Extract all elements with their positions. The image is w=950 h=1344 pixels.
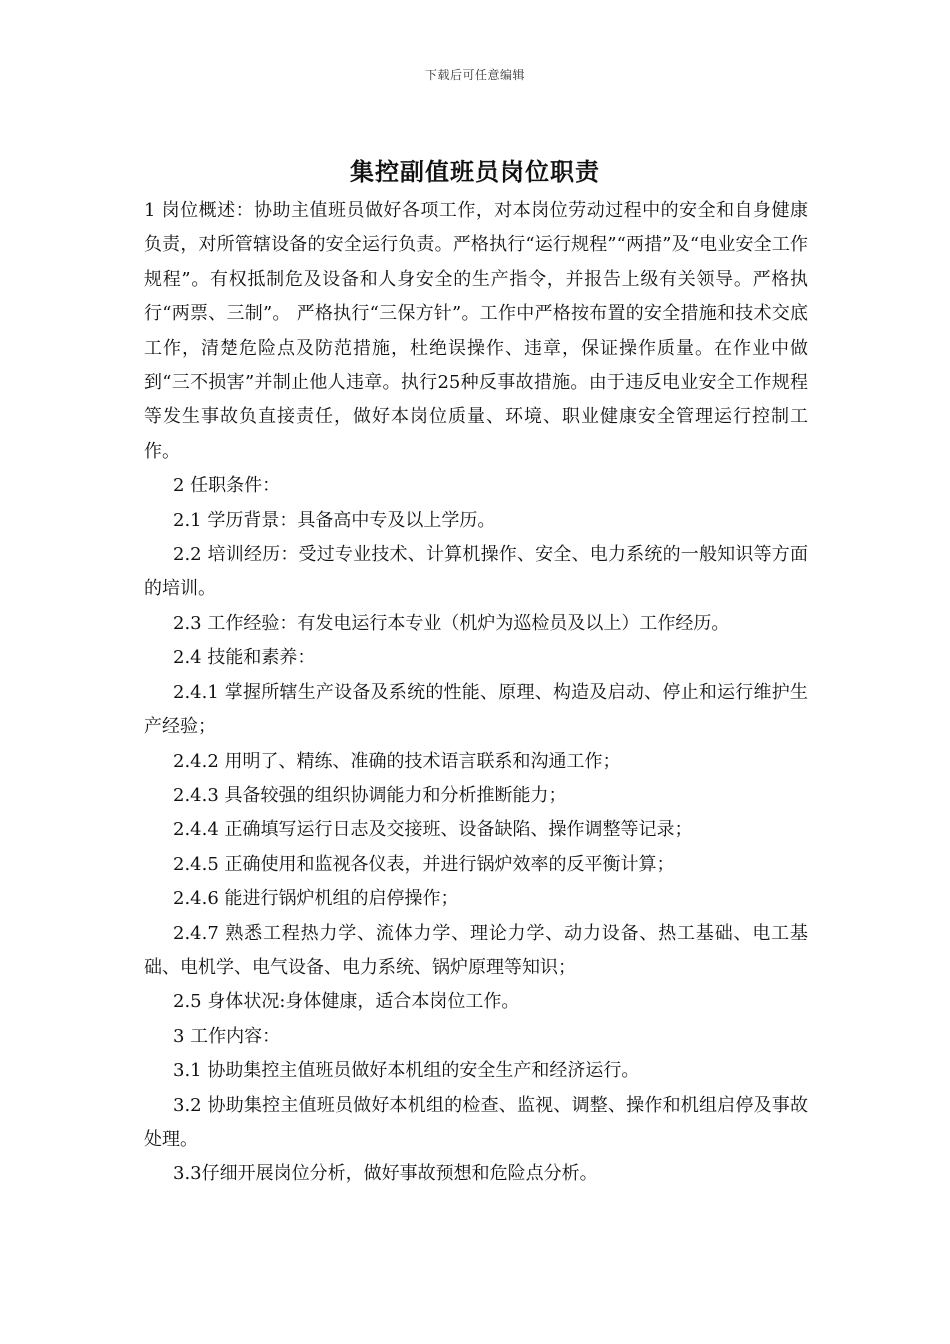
paragraph: 2.4.2 用明了、精练、准确的技术语言联系和沟通工作； [173, 750, 621, 772]
paragraph: 3 工作内容： [173, 1025, 281, 1047]
paragraph: 3.3仔细开展岗位分析，做好事故预想和危险点分析。 [173, 1163, 598, 1185]
paragraph: 2.4.7 熟悉工程热力学、流体力学、理论力学、动力设备、热工基础、电工基础、电机学、电气设备、电力系统、锅炉原理等知识； [144, 922, 808, 978]
paragraph-overview: 1 岗位概述：协助主值班员做好各项工作，对本岗位劳动过程中的安全和自身健康负责，对所管辖设备的安全运行负责。严格执行“运行规程”“两措”及“电业安全工作规程”。有权抵制危及设备和人身安全的生产指令，并报告上级有关领导。严格执行“两票、三制”。 严格执行“三保方针”。工作中严格按布置的安全措施和技术交底工作，清楚危险点及防范措施，杜绝误操作、违章，保证操作质量。在作业中做到“三不损害”并制止他人违章。执行25种反事故措施。由于违反电业安全工作规程等发生事故负直接责任，做好本岗位质量、环境、职业健康安全管理运行控制工作。 [144, 200, 808, 462]
paragraph: 2.4.6 能进行锅炉机组的启停操作； [173, 888, 459, 910]
paragraph: 2.2 培训经历：受过专业技术、计算机操作、安全、电力系统的一般知识等方面的培训。 [144, 544, 808, 600]
paragraph: 2 任职条件： [173, 475, 281, 497]
document-title: 集控副值班员岗位职责 [350, 158, 600, 186]
paragraph: 2.4.1 掌握所辖生产设备及系统的性能、原理、构造及启动、停止和运行维护生产经验； [144, 681, 808, 738]
paragraph: 2.4.3 具备较强的组织协调能力和分析推断能力； [173, 784, 567, 806]
paragraph: 2.5 身体状况:身体健康，适合本岗位工作。 [173, 991, 520, 1013]
paragraph: 3.1 协助集控主值班员做好本机组的安全生产和经济运行。 [173, 1060, 640, 1082]
paragraph: 2.4.5 正确使用和监视各仪表，并进行锅炉效率的反平衡计算； [173, 853, 675, 875]
paragraph: 2.1 学历背景：具备高中专及以上学历。 [173, 509, 496, 531]
document-body [144, 194, 808, 1192]
paragraph: 2.4 技能和素养： [173, 647, 316, 669]
header-note: 下载后可任意编辑 [424, 68, 525, 82]
paragraph: 3.2 协助集控主值班员做好本机组的检查、监视、调整、操作和机组启停及事故处理。 [144, 1094, 808, 1150]
paragraph: 2.3 工作经验：有发电运行本专业（机炉为巡检员及以上）工作经历。 [173, 612, 730, 634]
paragraph: 2.4.4 正确填写运行日志及交接班、设备缺陷、操作调整等记录； [173, 819, 693, 841]
